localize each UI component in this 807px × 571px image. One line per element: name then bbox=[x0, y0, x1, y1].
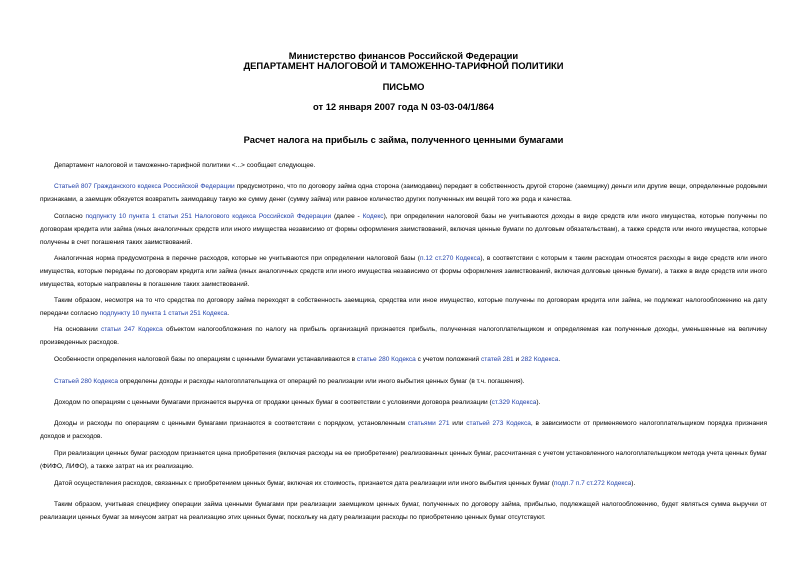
paragraph bbox=[40, 295, 767, 321]
paragraph bbox=[40, 376, 767, 389]
legal-reference-link[interactable]: Гражданского кодекса Российской Федерации bbox=[93, 183, 235, 190]
paragraph bbox=[40, 253, 767, 292]
paragraph-text: . bbox=[227, 309, 230, 317]
paragraph-text: ). bbox=[536, 399, 541, 406]
paragraph bbox=[40, 478, 767, 491]
paragraph-text: ), при определении налоговой базы не учитываются доходы в виде средств или иного имущества, которые получены по договорам кредита или займа (иных аналогичных средств или иного имущества независимо от формы оформления заимствований, включая ценные бумаги по долговым обязательствам), а также средств или иного имущества, которые получены в счет погашения таких заимствований. bbox=[40, 213, 767, 246]
paragraph-text: определены доходы и расходы налогоплательщика от операций по реализации или иного выбытия ценных бумаг (в т.ч. погашения). bbox=[118, 378, 525, 385]
paragraph bbox=[40, 181, 767, 207]
paragraph bbox=[40, 324, 767, 350]
paragraph bbox=[40, 448, 767, 474]
legal-reference-link[interactable]: ст.329 Кодекса bbox=[491, 399, 537, 406]
paragraph-text: ), в соответствии с которым к таким расходам относятся расходы в виде средств или иного имущества, которые переданы по договорам кредита или займа (иных аналогичных средств или иного имущества независимо от формы оформления заимствований, включая долговые ценные бумаги), а также в виде средств или иного имущества, которые направлены в погашение таких заимствований. bbox=[40, 255, 767, 288]
paragraph-text: Департамент налоговой и таможенно-тарифной политики <...> сообщает следующее. bbox=[54, 162, 316, 169]
paragraph bbox=[40, 354, 767, 367]
paragraph-text: При реализации ценных бумаг расходом признается цена приобретения (включая расходы на ее приобретение) реализованных ценных бумаг, рассчитанная с учетом установленного налогоплательщиком метода учета ценных бумаг (ФИФО, ЛИФО), а также затрат на их реализацию. bbox=[40, 450, 767, 470]
paragraph-text: Таким образом, учитывая специфику операции займа ценными бумагами при реализации заемщиком ценных бумаг, полученных по договору займа, прибылью, подлежащей налогообложению, будет являться сумма выручки от реализации ценных бумаг за минусом затрат на реализацию этих ценных бумаг, поскольку на дату реализации расходы по приобретению ценных бумаг отсутствуют. bbox=[40, 501, 767, 521]
paragraph-text: Таким образом, несмотря на то что средства по договору займа переходят в собственность заемщика, средства или иное имущество, которые получены по договорам кредита или займа, не подлежат налогообложению на дату передачи согласно bbox=[40, 297, 767, 317]
paragraph-text: Аналогичная норма предусмотрена в перечне расходов, которые не учитываются при определении налоговой базы ( bbox=[54, 255, 420, 262]
paragraph-text: Доходы и расходы по операциям с ценными бумагами признаются в соответствии с порядком, установленным bbox=[54, 420, 408, 427]
paragraph-text: Датой осуществления расходов, связанных с приобретением ценных бумаг, включая их стоимость, признается дата реализации или иного выбытия ценных бумаг ( bbox=[54, 480, 555, 487]
paragraph bbox=[40, 499, 767, 525]
department-name: ДЕПАРТАМЕНТ НАЛОГОВОЙ И ТАМОЖЕННО-ТАРИФНОЙ ПОЛИТИКИ bbox=[243, 60, 564, 71]
paragraph-text: Доходом по операциям с ценными бумагами признается выручка от продажи ценных бумаг в соответствии с условиями договора реализации ( bbox=[54, 399, 492, 406]
paragraph-text: Согласно bbox=[54, 213, 86, 220]
legal-reference-link[interactable]: 282 Кодекса bbox=[520, 356, 559, 363]
paragraph-text: На основании bbox=[54, 326, 101, 333]
legal-reference-link[interactable]: п.12 ст.270 Кодекса bbox=[419, 255, 481, 262]
paragraph-text: с учетом положений bbox=[415, 356, 481, 363]
document-type: ПИСЬМО bbox=[382, 81, 425, 92]
paragraph-text: (далее - bbox=[331, 213, 363, 220]
legal-reference-link[interactable]: статьями 271 bbox=[407, 420, 450, 427]
legal-reference-link[interactable]: подп.7 п.7 ст.272 Кодекса bbox=[554, 480, 632, 487]
paragraph-text: или bbox=[449, 420, 467, 427]
paragraph-text: ). bbox=[631, 480, 636, 487]
paragraph bbox=[40, 160, 767, 173]
legal-reference-link[interactable]: статей 281 bbox=[481, 356, 514, 363]
legal-reference-link[interactable]: подпункту 10 пункта 1 статьи 251 Налогового кодекса Российской Федерации bbox=[85, 213, 332, 220]
paragraph bbox=[40, 211, 767, 250]
paragraph-text: и bbox=[513, 356, 521, 363]
legal-reference-link[interactable]: статьи 247 Кодекса bbox=[100, 326, 163, 333]
paragraph-text: , в зависимости от применяемого налогоплательщиком порядка признания доходов и расходов. bbox=[40, 420, 767, 440]
paragraph-text: . bbox=[558, 356, 561, 363]
legal-reference-link[interactable]: статьей 273 Кодекса bbox=[466, 420, 531, 427]
document-title: Расчет налога на прибыль с займа, полученного ценными бумагами bbox=[243, 134, 564, 145]
paragraph bbox=[40, 418, 767, 444]
legal-reference-link[interactable]: статье 280 Кодекса bbox=[356, 356, 416, 363]
ministry-name: Министерство финансов Российской Федерации bbox=[288, 50, 519, 61]
legal-reference-link[interactable]: подпункту 10 пункта 1 статьи 251 Кодекса bbox=[99, 309, 228, 317]
legal-reference-link[interactable]: Статьей 280 Кодекса bbox=[54, 378, 119, 385]
legal-reference-link[interactable]: Статьей 807 bbox=[54, 183, 92, 190]
document-date: от 12 января 2007 года N 03-03-04/1/864 bbox=[313, 101, 494, 112]
paragraph bbox=[40, 397, 767, 410]
paragraph-text: объектом налогообложения по налогу на прибыль организаций признается прибыль, полученная налогоплательщиком и определяемая как полученные доходы, уменьшенные на величину произведенных расходов. bbox=[40, 326, 767, 346]
paragraph-text: Особенности определения налоговой базы по операциям с ценными бумагами устанавливаются в bbox=[54, 356, 357, 363]
legal-reference-link[interactable]: Кодекс bbox=[362, 213, 384, 220]
paragraph-text: предусмотрено, что по договору займа одна сторона (заимодавец) передает в собственность другой стороне (заемщику) деньги или другие вещи, определенные родовыми признаками, а заемщик обязуется возвратить заимодавцу такую же сумму денег (сумму займа) или равное количество других полученных им вещей того же рода и качества. bbox=[40, 183, 767, 203]
